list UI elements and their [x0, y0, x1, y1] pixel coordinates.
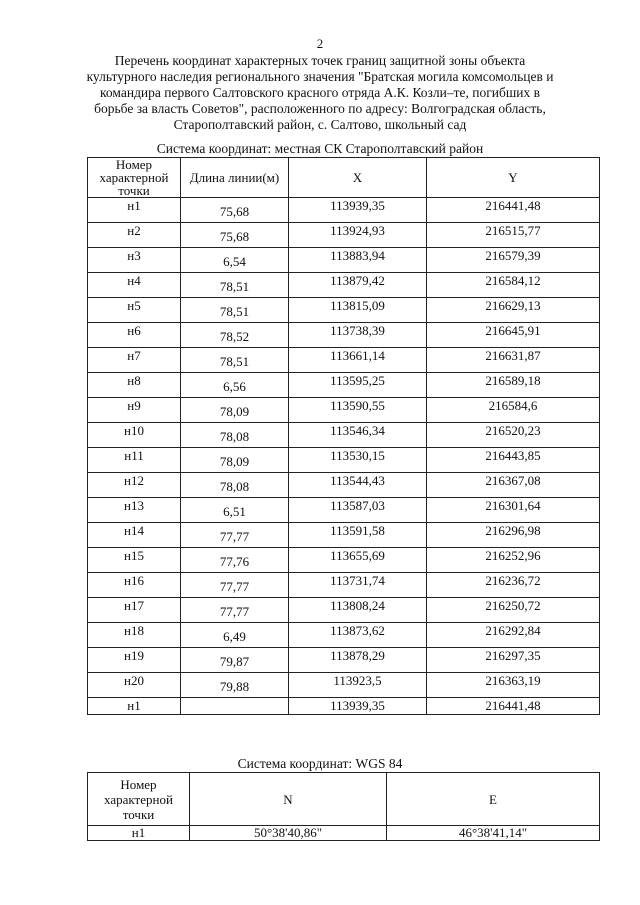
segment-length: 78,08 [219, 479, 250, 494]
x-coordinate-cell: 113546,34 [289, 423, 427, 448]
segment-length-cell [181, 298, 289, 323]
point-id-cell: н5 [88, 298, 181, 323]
segment-length: 79,88 [219, 679, 250, 694]
header-point: Номер характерной точки [88, 158, 181, 198]
point-id-cell: н17 [88, 598, 181, 623]
segment-length-cell [181, 523, 289, 548]
table-row [88, 473, 600, 498]
point-id-cell: н3 [88, 248, 181, 273]
segment-length: 75,68 [219, 204, 250, 219]
x-coordinate-cell: 113923,5 [289, 673, 427, 698]
point-id-cell: н12 [88, 473, 181, 498]
segment-length: 78,51 [219, 304, 250, 319]
segment-length-cell [181, 498, 289, 523]
table-row [88, 323, 600, 348]
table-row [88, 673, 600, 698]
table-row [88, 423, 600, 448]
table-row [88, 698, 600, 715]
segment-length-cell [181, 548, 289, 573]
table-row [88, 273, 600, 298]
document-heading: Перечень координат характерных точек границ защитной зоны объекта культурного наследия регионального значения "Братская могила комсомольцев и командира первого Салтовского красного отряда А.К. Козли–те, погибших в борьбе за власть Советов", расположенного по адресу: Волгоградская область, Старополтавский район, с. Салтово, школьный сад [86, 53, 554, 132]
segment-length: 6,51 [223, 504, 246, 519]
table-row [88, 623, 600, 648]
table-header-row [88, 158, 600, 198]
table-row [88, 598, 600, 623]
y-coordinate-cell: 216584,12 [427, 273, 600, 298]
segment-length: 77,76 [219, 554, 250, 569]
y-coordinate-cell: 216441,48 [427, 198, 600, 223]
point-id-cell: н19 [88, 648, 181, 673]
x-coordinate-cell: 113878,29 [289, 648, 427, 673]
x-coordinate-cell: 113939,35 [289, 198, 427, 223]
y-coordinate-cell: 216629,13 [427, 298, 600, 323]
segment-length-cell [181, 423, 289, 448]
segment-length-cell [181, 698, 289, 715]
table-row [88, 448, 600, 473]
segment-length-cell [181, 198, 289, 223]
y-coordinate-cell: 216252,96 [427, 548, 600, 573]
wgs84-coordinates-table [87, 772, 600, 841]
segment-length-cell [181, 573, 289, 598]
point-id-cell: н15 [88, 548, 181, 573]
y-coordinate-cell: 216236,72 [427, 573, 600, 598]
table-row [88, 548, 600, 573]
header-length: Длина линии(м) [181, 158, 289, 198]
segment-length: 77,77 [219, 579, 250, 594]
segment-length: 78,51 [219, 354, 250, 369]
table-row [88, 523, 600, 548]
header-y: Y [427, 158, 600, 198]
x-coordinate-cell: 113595,25 [289, 373, 427, 398]
point-id-cell: н8 [88, 373, 181, 398]
point-id-cell: н13 [88, 498, 181, 523]
segment-length: 78,09 [219, 404, 250, 419]
longitude-cell: 46°38'41,14" [387, 826, 600, 841]
y-coordinate-cell: 216367,08 [427, 473, 600, 498]
segment-length: 78,08 [219, 429, 250, 444]
point-id-cell: н20 [88, 673, 181, 698]
y-coordinate-cell: 216301,64 [427, 498, 600, 523]
table-row [88, 348, 600, 373]
segment-length: 78,52 [219, 329, 250, 344]
point-id-cell: н11 [88, 448, 181, 473]
table-row [88, 573, 600, 598]
segment-length: 6,54 [223, 254, 246, 269]
point-id-cell: н1 [88, 698, 181, 715]
segment-length: 77,77 [219, 604, 250, 619]
point-id-cell: н18 [88, 623, 181, 648]
point-id-cell: н1 [88, 198, 181, 223]
y-coordinate-cell: 216363,19 [427, 673, 600, 698]
x-coordinate-cell: 113587,03 [289, 498, 427, 523]
latitude-cell: 50°38'40,86" [190, 826, 387, 841]
segment-length: 6,49 [223, 629, 246, 644]
y-coordinate-cell: 216296,98 [427, 523, 600, 548]
x-coordinate-cell: 113738,39 [289, 323, 427, 348]
segment-length-cell [181, 598, 289, 623]
table-row [88, 248, 600, 273]
header-n: N [190, 773, 387, 826]
segment-length-cell [181, 448, 289, 473]
x-coordinate-cell: 113544,43 [289, 473, 427, 498]
coordinate-system-title: Система координат: местная СК Старополтавский район [156, 141, 484, 156]
segment-length-cell [181, 323, 289, 348]
x-coordinate-cell: 113731,74 [289, 573, 427, 598]
y-coordinate-cell: 216589,18 [427, 373, 600, 398]
point-id-cell: н7 [88, 348, 181, 373]
y-coordinate-cell: 216441,48 [427, 698, 600, 715]
point-id-cell: н9 [88, 398, 181, 423]
segment-length: 79,87 [219, 654, 250, 669]
segment-length-cell [181, 223, 289, 248]
segment-length: 75,68 [219, 229, 250, 244]
table-row [88, 198, 600, 223]
table-row [88, 648, 600, 673]
table-row [88, 223, 600, 248]
table-row [88, 298, 600, 323]
segment-length-cell [181, 673, 289, 698]
page-number: 2 [316, 36, 324, 51]
point-id-cell: н16 [88, 573, 181, 598]
y-coordinate-cell: 216579,39 [427, 248, 600, 273]
segment-length-cell [181, 248, 289, 273]
y-coordinate-cell: 216631,87 [427, 348, 600, 373]
point-id-cell: н14 [88, 523, 181, 548]
table-row [88, 498, 600, 523]
segment-length: 78,09 [219, 454, 250, 469]
x-coordinate-cell: 113655,69 [289, 548, 427, 573]
y-coordinate-cell: 216297,35 [427, 648, 600, 673]
x-coordinate-cell: 113879,42 [289, 273, 427, 298]
segment-length-cell [181, 348, 289, 373]
local-coordinates-table [87, 157, 600, 715]
y-coordinate-cell: 216292,84 [427, 623, 600, 648]
x-coordinate-cell: 113808,24 [289, 598, 427, 623]
segment-length: 6,56 [223, 379, 246, 394]
point-id-cell: н6 [88, 323, 181, 348]
y-coordinate-cell: 216645,91 [427, 323, 600, 348]
x-coordinate-cell: 113661,14 [289, 348, 427, 373]
segment-length-cell [181, 473, 289, 498]
table-row [88, 373, 600, 398]
segment-length-cell [181, 623, 289, 648]
y-coordinate-cell: 216520,23 [427, 423, 600, 448]
y-coordinate-cell: 216584,6 [427, 398, 600, 423]
table-header-row [88, 773, 600, 826]
y-coordinate-cell: 216443,85 [427, 448, 600, 473]
segment-length-cell [181, 398, 289, 423]
x-coordinate-cell: 113590,55 [289, 398, 427, 423]
segment-length: 77,77 [219, 529, 250, 544]
x-coordinate-cell: 113883,94 [289, 248, 427, 273]
wgs-system-title: Система координат: WGS 84 [237, 756, 403, 771]
x-coordinate-cell: 113815,09 [289, 298, 427, 323]
y-coordinate-cell: 216250,72 [427, 598, 600, 623]
point-id-cell: н10 [88, 423, 181, 448]
header-point: Номер характерной точки [88, 773, 190, 826]
header-e: E [387, 773, 600, 826]
x-coordinate-cell: 113924,93 [289, 223, 427, 248]
header-x: X [289, 158, 427, 198]
y-coordinate-cell: 216515,77 [427, 223, 600, 248]
point-id-cell: н1 [88, 826, 190, 841]
segment-length-cell [181, 648, 289, 673]
segment-length: 78,51 [219, 279, 250, 294]
point-id-cell: н4 [88, 273, 181, 298]
segment-length-cell [181, 273, 289, 298]
x-coordinate-cell: 113530,15 [289, 448, 427, 473]
x-coordinate-cell: 113939,35 [289, 698, 427, 715]
table-row [88, 826, 600, 841]
point-id-cell: н2 [88, 223, 181, 248]
x-coordinate-cell: 113591,58 [289, 523, 427, 548]
table-row [88, 398, 600, 423]
segment-length-cell [181, 373, 289, 398]
x-coordinate-cell: 113873,62 [289, 623, 427, 648]
